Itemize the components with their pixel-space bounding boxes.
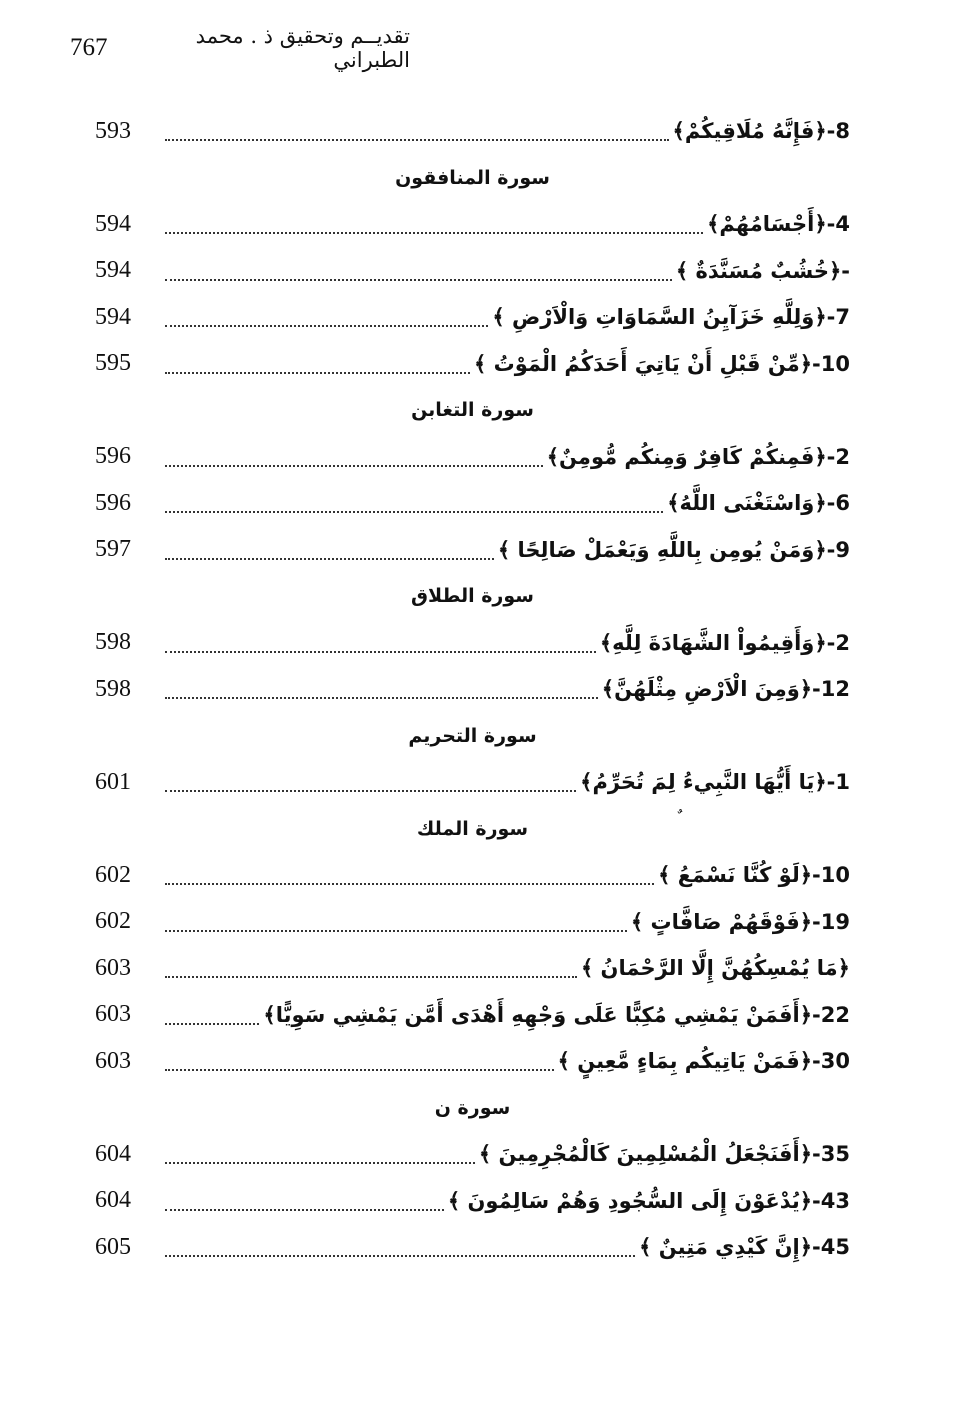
toc-entry-label: ﴿مَا يُمْسِكُهُنَّ إِلَّا الرَّحْمَانُ ﴾: [580, 956, 850, 981]
toc-page-number: 593: [95, 117, 131, 144]
toc-entry-label: 10-﴿مِّنْ قَبْلِ أَنْ يَاتِيَ أَحَدَكُمُ الْمَوْتُ ﴾: [474, 351, 850, 376]
toc-entry-label: 7-﴿وَلِلَّهِ خَزَآيِنُ السَّمَاوَاتِ وَالْاَرْضِ ﴾: [492, 305, 850, 330]
toc-entry: [95, 1224, 850, 1271]
table-of-contents: [95, 108, 850, 1271]
dot-leader: [165, 1191, 444, 1211]
toc-entry-label: 6-﴿وَاسْتَغْنَى اللَّهُ﴾: [667, 491, 850, 516]
dot-leader: [165, 912, 627, 932]
dot-leader: [165, 447, 543, 467]
toc-entry-label: 10-﴿لَوْ كُنَّا نَسْمَعُ ﴾: [658, 863, 850, 888]
toc-entry: [95, 666, 850, 713]
toc-page-number: 596: [95, 443, 131, 470]
toc-entry: [95, 852, 850, 899]
dot-leader: [165, 354, 470, 374]
toc-page-number: 598: [95, 629, 131, 656]
surah-heading: سورة الطلاق: [411, 585, 534, 608]
toc-page-number: 605: [95, 1233, 131, 1260]
toc-entry: [95, 341, 850, 388]
dot-leader: [165, 1144, 475, 1164]
toc-entry: [95, 1038, 850, 1085]
toc-entry-label: 22-﴿أَفَمَنْ يَمْشِي مُكِبًّا عَلَى وَجْهِهِ أَهْدَى أَمَّن يَمْشِي سَوِيًّا﴾: [263, 1002, 850, 1027]
toc-page-number: 603: [95, 954, 131, 981]
toc-entry-label: 19-﴿فَوْقَهُمْ صَافَّاتٍ ﴾: [630, 909, 850, 934]
toc-entry: [95, 945, 850, 992]
toc-page-number: 604: [95, 1140, 131, 1167]
dot-leader: [165, 865, 654, 885]
surah-heading: سورة الملك: [416, 817, 529, 840]
print-mark: [676, 808, 690, 822]
toc-entry-label: 4-﴿أَجْسَامُهُمْ﴾: [707, 212, 850, 237]
toc-entry: [95, 248, 850, 295]
surah-heading: سورة التغابن: [411, 399, 534, 422]
toc-page-number: 594: [95, 210, 131, 237]
toc-entry: [95, 434, 850, 481]
page-number: 767: [70, 34, 108, 61]
toc-entry: [95, 108, 850, 155]
toc-page-number: 604: [95, 1187, 131, 1214]
dot-leader: [165, 214, 703, 234]
toc-page-number: 598: [95, 675, 131, 702]
surah-heading: سورة التحريم: [408, 724, 537, 747]
toc-entry: [95, 992, 850, 1039]
toc-entry-label: 2-﴿وَأَقِيمُواْ الشَّهَادَةَ لِلَّهِ﴾: [599, 630, 850, 655]
toc-entry: [95, 620, 850, 667]
toc-page-number: 594: [95, 303, 131, 330]
dot-leader: [165, 633, 596, 653]
running-head: تقديــم وتحقيق ذ . محمد الطبراني: [195, 24, 410, 72]
toc-page-number: 603: [95, 1047, 131, 1074]
dot-leader: [165, 679, 598, 699]
surah-heading: سورة ن: [434, 1096, 511, 1119]
toc-entry-label: 45-﴿إِنَّ كَيْدِي مَتِينٌ ﴾: [639, 1235, 850, 1260]
toc-entry: [95, 759, 850, 806]
toc-entry-label: 35-﴿أَفَنَجْعَلُ الْمُسْلِمِينَ كَالْمُجْرِمِينَ ﴾: [478, 1142, 850, 1167]
toc-entry-label: 12-﴿وَمِنَ الْاَرْضِ مِثْلَهُنَّ﴾: [601, 677, 850, 702]
toc-entry-label: 43-﴿يُدْعَوْنَ إِلَى السُّجُودِ وَهُمْ سَالِمُونَ ﴾: [447, 1188, 850, 1213]
dot-leader: [165, 772, 576, 792]
surah-heading: سورة المنافقون: [395, 166, 550, 189]
toc-page-number: 602: [95, 861, 131, 888]
toc-entry: [95, 899, 850, 946]
toc-page-number: 595: [95, 350, 131, 377]
dot-leader: [165, 1005, 259, 1025]
toc-entry: [95, 527, 850, 574]
toc-entry: [95, 480, 850, 527]
dot-leader: [165, 958, 577, 978]
toc-entry-label: 9-﴿وَمَنْ يُومِن بِاللَّهِ وَيَعْمَلْ صَالِحًا ﴾: [497, 537, 850, 562]
toc-page-number: 594: [95, 257, 131, 284]
toc-entry-label: 1-﴿يَا أَيُّهَا النَّبِيءُ لِمَ تُحَرِّمُ﴾: [580, 770, 850, 795]
toc-entry-label: 8-﴿فَإِنَّهُ مُلَاقِيكُمْ﴾: [672, 119, 850, 144]
page-header: [70, 24, 410, 72]
dot-leader: [165, 307, 488, 327]
dot-leader: [165, 493, 663, 513]
toc-entry: [95, 201, 850, 248]
toc-page-number: 602: [95, 908, 131, 935]
toc-entry-label: 30-﴿فَمَنْ يَاتِيكُم بِمَاءٍ مَّعِينٍ ﴾: [557, 1049, 850, 1074]
toc-entry-label: 2-﴿فَمِنكُمْ كَافِرٌ وَمِنكُم مُّومِنٌ﴾: [546, 444, 850, 469]
dot-leader: [165, 261, 672, 281]
dot-leader: [165, 540, 494, 560]
toc-page-number: 596: [95, 489, 131, 516]
toc-page-number: 601: [95, 768, 131, 795]
toc-entry: [95, 1131, 850, 1178]
toc-page-number: 603: [95, 1001, 131, 1028]
dot-leader: [165, 121, 669, 141]
toc-page-number: 597: [95, 536, 131, 563]
dot-leader: [165, 1237, 635, 1257]
toc-entry: [95, 294, 850, 341]
dot-leader: [165, 1051, 554, 1071]
toc-entry: [95, 1178, 850, 1225]
toc-entry-label: -﴿خُشُبٌ مُسَنَّدَةٌ ﴾: [675, 258, 850, 283]
